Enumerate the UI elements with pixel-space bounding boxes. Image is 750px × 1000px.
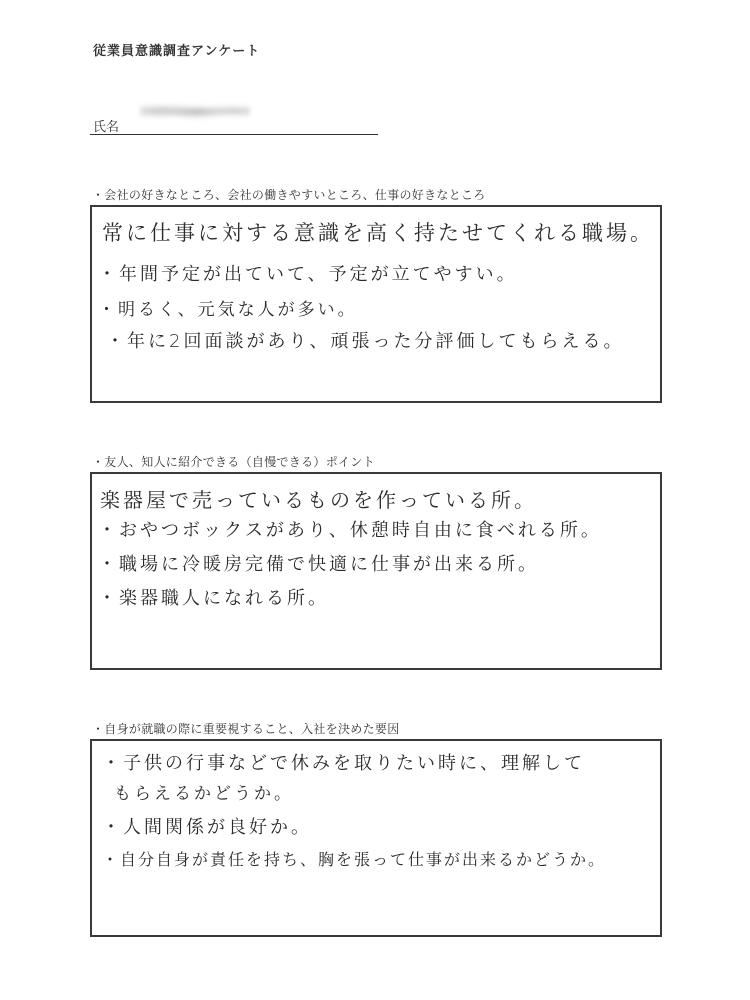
section-1-line-3: ・明るく、元気な人が多い。 [98,300,358,320]
section-3-heading: ・自身が就職の際に重要視すること、入社を決めた要因 [92,722,400,736]
name-underline [90,134,378,135]
section-3-line-3: ・人間関係が良好か。 [102,817,312,838]
section-2-line-4: ・楽器職人になれる所。 [98,588,329,609]
section-2-answer-box [90,472,662,670]
section-1-line-2: ・年間予定が出ていて、予定が立てやすい。 [98,264,518,285]
section-3-line-1: ・子供の行事などで休みを取りたい時に、理解して [102,753,585,774]
section-2-line-3: ・職場に冷暖房完備で快適に仕事が出来る所。 [98,554,539,575]
redacted-name [140,98,250,124]
section-3-answer-box [90,739,662,937]
section-2-line-1: 楽器屋で売っているものを作っている所。 [100,488,537,512]
section-2-line-2: ・おやつボックスがあり、休憩時自由に食べれる所。 [98,520,602,541]
section-1-heading: ・会社の好きなところ、会社の働きやすいところ、仕事の好きなところ [92,188,486,202]
name-label: 氏名 [93,120,120,135]
section-3-line-4: ・自分自身が責任を持ち、胸を張って仕事が出来るかどうか。 [102,850,607,869]
page-title: 従業員意識調査アンケート [93,44,261,59]
section-2-heading: ・友人、知人に紹介できる（自慢できる）ポイント [92,455,375,469]
section-1-line-1: 常に仕事に対する意識を高く持たせてくれる職場。 [102,221,654,245]
section-3-line-2: もらえるかどうか。 [114,784,294,804]
section-1-line-4: ・年に2回面談があり、頑張った分評価してもらえる。 [106,331,625,352]
section-1-answer-box [90,205,662,403]
